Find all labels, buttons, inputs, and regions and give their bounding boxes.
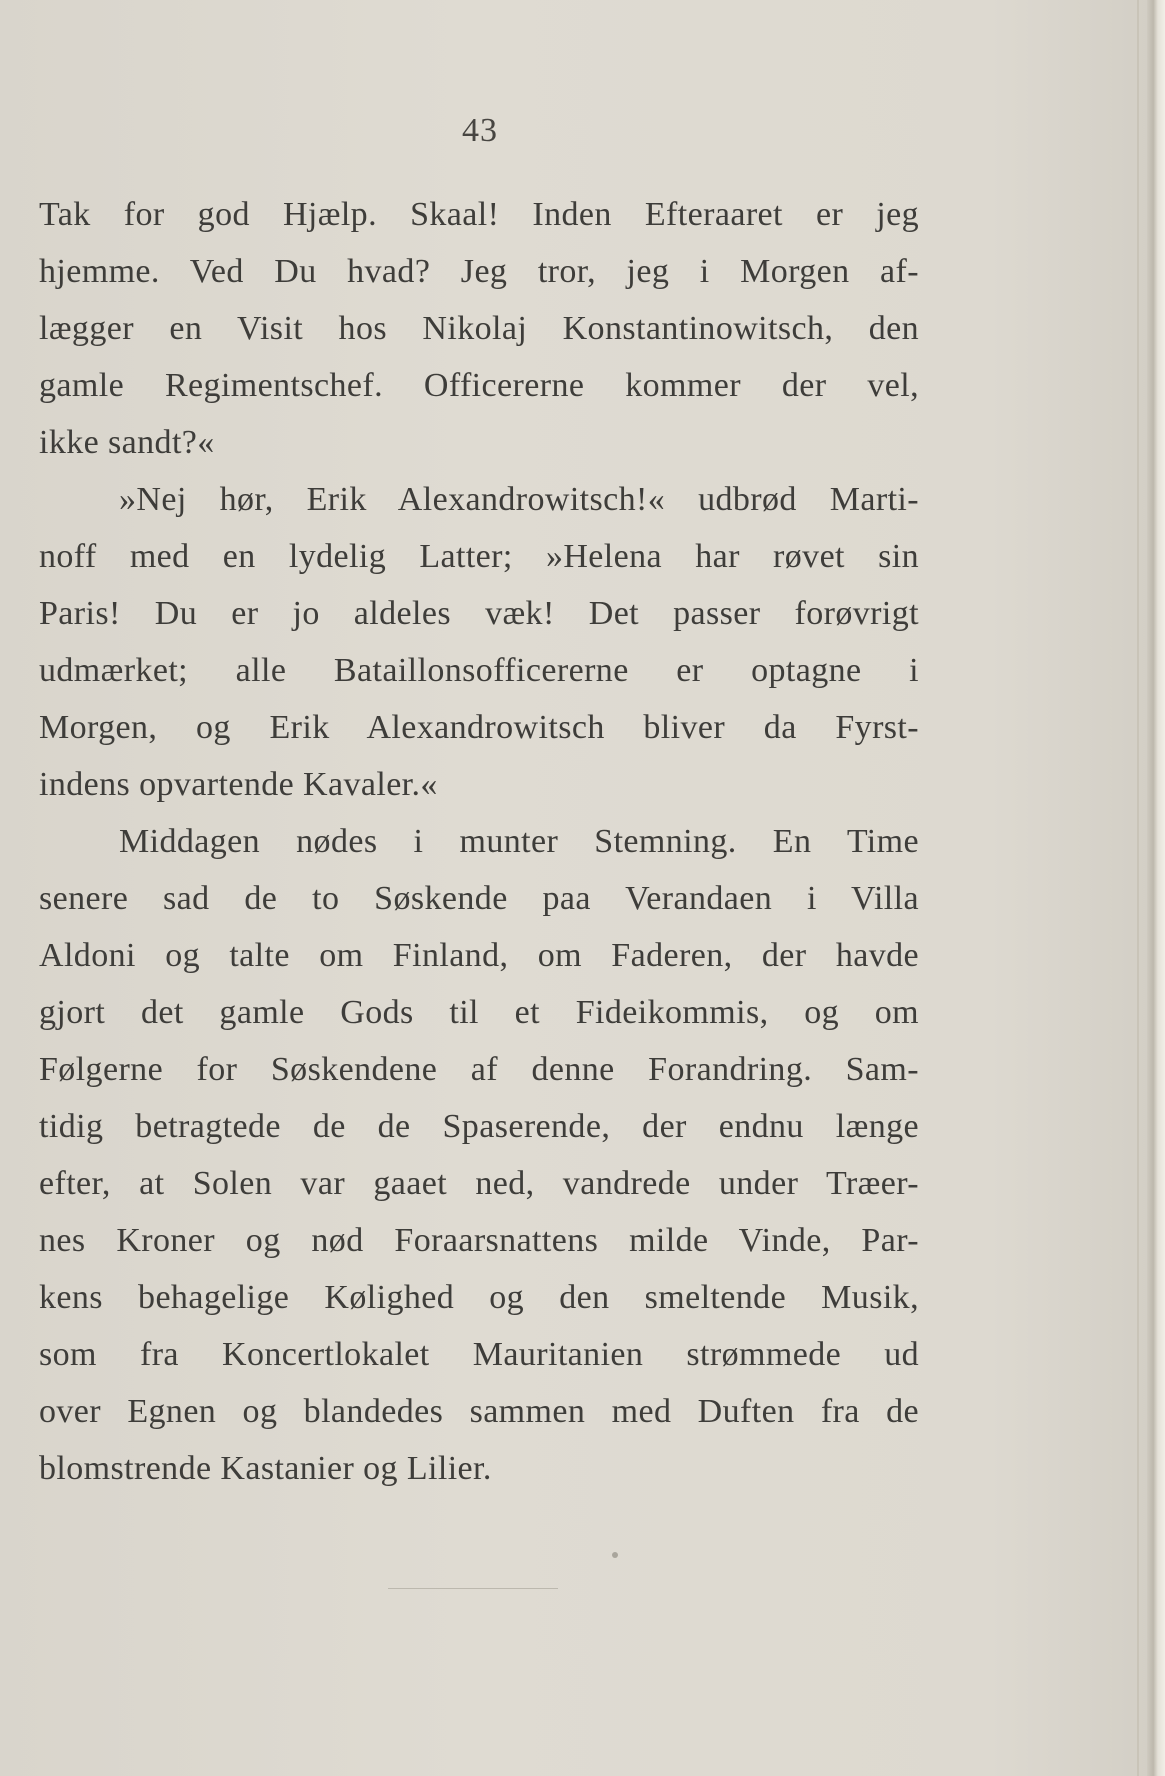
text-line: Middagen nødes i munter Stemning. En Time (119, 823, 919, 860)
text-line: senere sad de to Søskende paa Verandaen i Villa (39, 880, 919, 917)
text-line: Tak for god Hjælp. Skaal! Inden Efteraaret er jeg (39, 196, 919, 233)
text-line: hjemme. Ved Du hvad? Jeg tror, jeg i Morgen af- (39, 253, 919, 290)
text-line: Paris! Du er jo aldeles væk! Det passer forøvrigt (39, 595, 919, 632)
text-line: ikke sandt?« (39, 424, 215, 461)
text-line: nes Kroner og nød Foraarsnattens milde Vinde, Par- (39, 1222, 919, 1259)
text-line: gamle Regimentschef. Officererne kommer der vel, (39, 367, 919, 404)
body-text (39, 186, 919, 1497)
text-line: tidig betragtede de de Spaserende, der endnu længe (39, 1108, 919, 1145)
text-line: efter, at Solen var gaaet ned, vandrede under Træer- (39, 1165, 919, 1202)
text-line: blomstrende Kastanier og Lilier. (39, 1450, 492, 1487)
text-line: kens behagelige Kølighed og den smeltende Musik, (39, 1279, 919, 1316)
text-line: lægger en Visit hos Nikolaj Konstantinowitsch, den (39, 310, 919, 347)
page-number: 43 (462, 112, 498, 149)
text-line: noff med en lydelig Latter; »Helena har røvet sin (39, 538, 919, 575)
text-line: som fra Koncertlokalet Mauritanien strømmede ud (39, 1336, 919, 1373)
text-line: over Egnen og blandedes sammen med Duften fra de (39, 1393, 919, 1430)
text-line: gjort det gamle Gods til et Fideikommis, og om (39, 994, 919, 1031)
text-line: Aldoni og talte om Finland, om Faderen, der havde (39, 937, 919, 974)
text-line: »Nej hør, Erik Alexandrowitsch!« udbrød Marti- (119, 481, 919, 518)
text-line: Følgerne for Søskendene af denne Forandring. Sam- (39, 1051, 919, 1088)
page-edge (1147, 0, 1165, 1776)
text-line: Morgen, og Erik Alexandrowitsch bliver da Fyrst- (39, 709, 919, 746)
end-rule (388, 1588, 558, 1589)
text-line: indens opvartende Kavaler.« (39, 766, 438, 803)
end-dot (612, 1552, 618, 1558)
binding-line (1137, 0, 1139, 1776)
text-line: udmærket; alle Bataillonsofficererne er optagne i (39, 652, 919, 689)
